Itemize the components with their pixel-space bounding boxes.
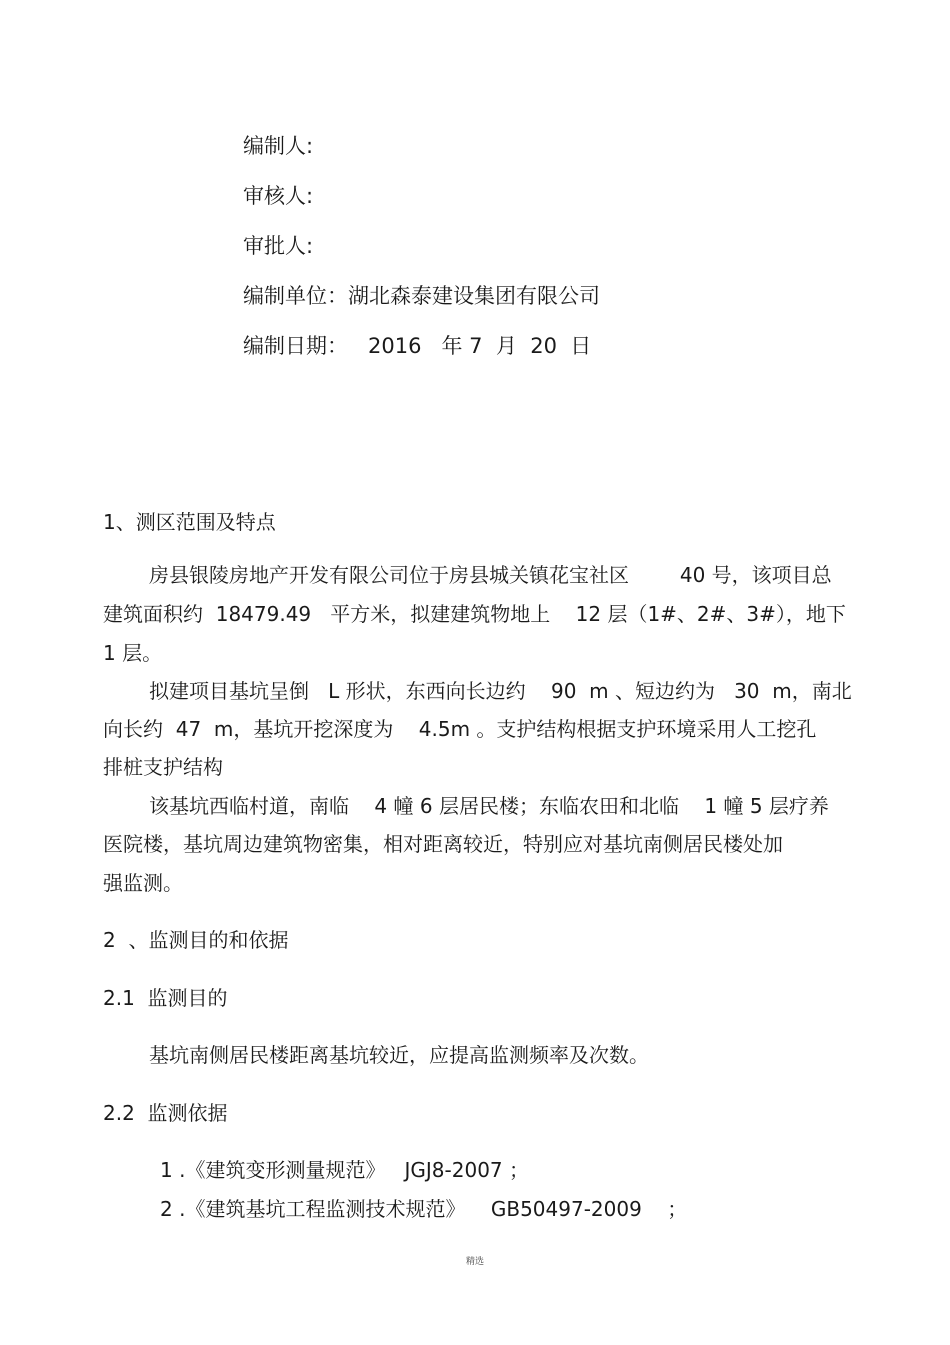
reference-item: 2 .《建筑基坑工程监测技术规范》 GB50497-2009 ； — [160, 1197, 688, 1221]
section-1-p3-line-3: 强监测。 — [103, 871, 183, 895]
reviewer-label: 审核人: — [243, 184, 314, 208]
section-2-1-text: 基坑南侧居民楼距离基坑较近，应提高监测频率及次数。 — [149, 1043, 649, 1067]
section-1-heading: 1、测区范围及特点 — [103, 510, 276, 534]
section-2-1-heading: 2.1 监测目的 — [103, 986, 228, 1010]
section-2-heading: 2 、监测目的和依据 — [103, 928, 289, 952]
footer-mark: 精选 — [465, 1257, 484, 1267]
section-1-p2-line-1: 拟建项目基坑呈倒 L 形状，东西向长边约 90 m 、短边约为 30 m，南北 — [149, 679, 852, 703]
section-1-p1-line-2: 建筑面积约 18479.49 平方米，拟建建筑物地上 12 层（1#、2#、3#），地下 — [103, 602, 846, 626]
approver-label: 审批人: — [243, 234, 314, 258]
compiling-unit: 编制单位：湖北森泰建设集团有限公司 — [243, 284, 600, 308]
reference-item: 1 .《建筑变形测量规范》 JGJ8-2007 ； — [160, 1158, 530, 1182]
compiling-date: 编制日期： 2016 年 7 月 20 日 — [243, 334, 592, 358]
section-1-p1-line-3: 1 层。 — [103, 641, 163, 665]
section-2-2-heading: 2.2 监测依据 — [103, 1101, 228, 1125]
section-1-p1-line-1: 房县银陵房地产开发有限公司位于房县城关镇花宝社区 40 号，该项目总 — [149, 563, 832, 587]
section-1-p3-line-1: 该基坑西临村道，南临 4 幢 6 层居民楼；东临农田和北临 1 幢 5 层疗养 — [149, 794, 829, 818]
section-1-p2-line-3: 排桩支护结构 — [103, 755, 223, 779]
section-1-p2-line-2: 向长约 47 m，基坑开挖深度为 4.5m 。支护结构根据支护环境采用人工挖孔 — [103, 717, 817, 741]
compiler-label: 编制人: — [243, 134, 314, 158]
section-1-p3-line-2: 医院楼，基坑周边建筑物密集，相对距离较近，特别应对基坑南侧居民楼处加 — [103, 832, 783, 856]
